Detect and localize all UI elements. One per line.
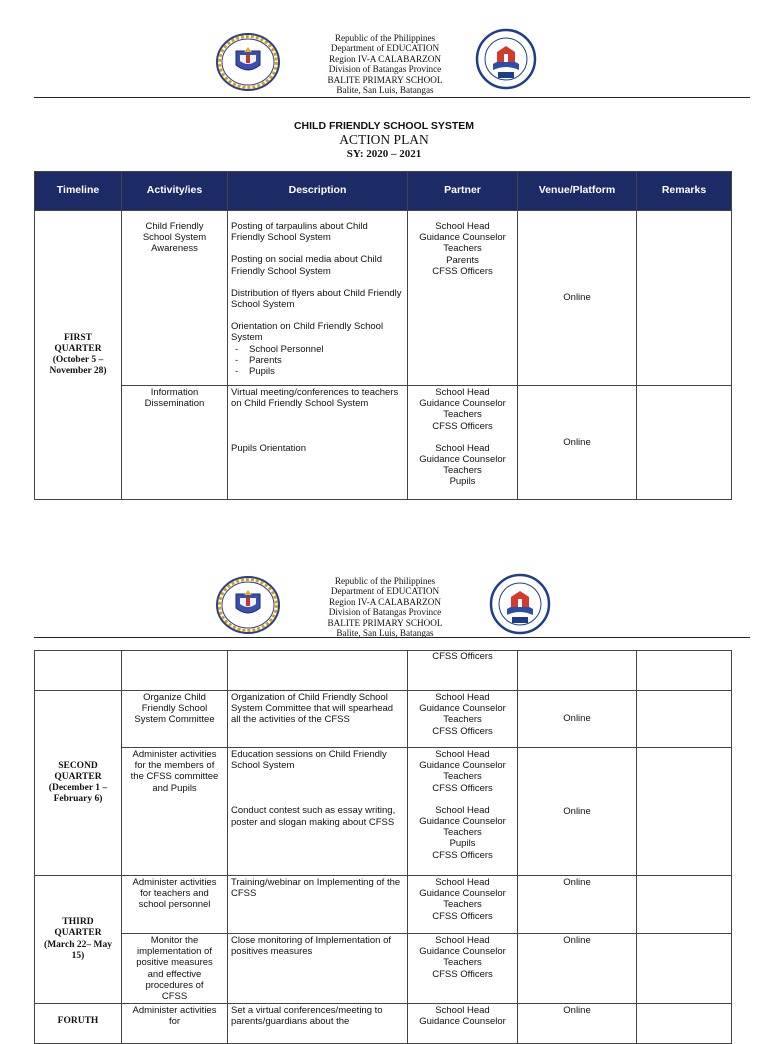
table-row [35,876,732,934]
venue-cell: Online [518,748,637,876]
header-line: Division of Batangas Province [328,607,442,618]
header-line: Department of EDUCATION [330,43,440,54]
agency-header [290,33,480,95]
header-line: Republic of the Philippines [334,576,436,586]
header-divider [34,97,750,98]
school-seal-icon [475,28,537,90]
activity-cell: Administer activities for the members of the CFSS committee and Pupils [122,748,228,876]
activity-cell: Organize Child Friendly School System Committee [122,691,228,748]
header-line: Region IV-A CALABARZON [329,53,441,64]
table-row [35,386,732,500]
header-line: Republic of the Philippines [334,33,436,43]
column-header: Timeline [35,172,122,211]
description-cell: Education sessions on Child Friendly School System Conduct contest such as essay writing, poster and slogan making about CFSS [228,748,408,876]
venue-cell: Online [518,876,637,934]
venue-cell: Online [518,691,637,748]
deped-seal-icon [216,33,280,91]
remarks-cell [637,691,732,748]
header-line: BALITE PRIMARY SCHOOL [327,617,443,628]
remarks-cell [637,748,732,876]
table-row [35,934,732,1004]
table-row [35,651,732,691]
remarks-cell [637,651,732,691]
activity-cell: Child Friendly School System Awareness [122,211,228,386]
school-year: SY: 2020 – 2021 [346,148,422,160]
column-header: Venue/Platform [518,172,637,211]
partner-cell: School Head Guidance Counselor [408,1004,518,1044]
venue-cell: Online [518,1004,637,1044]
deped-seal-icon [216,576,280,634]
description-cell: Set a virtual conferences/meeting to parents/guardians about the [228,1004,408,1044]
description-cell: Organization of Child Friendly School System Committee that will spearhead all the activities of the CFSS [228,691,408,748]
activity-cell: Administer activities for [122,1004,228,1044]
agency-header [290,576,480,638]
document-title: CHILD FRIENDLY SCHOOL SYSTEM [293,120,475,132]
header-line: Balite, San Luis, Batangas [336,628,434,639]
column-header: Partner [408,172,518,211]
column-header: Description [228,172,408,211]
remarks-cell [637,934,732,1004]
partner-cell: School Head Guidance Counselor Teachers CFSS Officers [408,876,518,934]
partner-cell: School Head Guidance Counselor Teachers CFSS Officers School Head Guidance Counselor Teachers Pupils [408,386,518,500]
description-cell: Posting of tarpaulins about Child Friendly School System Posting on social media about Child Friendly School System Distribution of flyers about Child Friendly School System Orientation on Child Friendly School System - School Personnel - Parents - Pupils [228,211,408,386]
venue-cell: Online [518,386,637,500]
header-line: Division of Batangas Province [328,64,442,75]
page-1 [0,0,768,520]
table-row [35,748,732,876]
partner-cell: School Head Guidance Counselor Teachers CFSS Officers [408,934,518,1004]
description-cell: Virtual meeting/conferences to teachers on Child Friendly School System Pupils Orientation [228,386,408,500]
remarks-cell [637,211,732,386]
header-line: Region IV-A CALABARZON [329,596,441,607]
timeline-cell: SECOND QUARTER (December 1 – February 6) [35,691,122,876]
activity-cell: Administer activities for teachers and school personnel [122,876,228,934]
column-header: Remarks [637,172,732,211]
table-row [35,211,732,386]
activity-cell: Information Dissemination [122,386,228,500]
partner-cell: CFSS Officers [408,651,518,691]
venue-cell: Online [518,211,637,386]
remarks-cell [637,876,732,934]
page-2 [0,570,768,1028]
action-plan-table-continued [34,650,732,1044]
partner-cell: School Head Guidance Counselor Teachers CFSS Officers [408,691,518,748]
column-header: Activity/ies [122,172,228,211]
header-line: BALITE PRIMARY SCHOOL [327,74,443,85]
table-row [35,691,732,748]
header-divider [34,637,750,638]
description-cell: Close monitoring of Implementation of positives measures [228,934,408,1004]
timeline-cell: FORUTH [35,1004,122,1044]
partner-cell: School Head Guidance Counselor Teachers CFSS Officers School Head Guidance Counselor Teachers Pupils CFSS Officers [408,748,518,876]
venue-cell [518,651,637,691]
remarks-cell [637,386,732,500]
school-seal-icon [489,573,551,635]
header-line: Balite, San Luis, Batangas [336,85,434,96]
timeline-cell: THIRD QUARTER (March 22– May 15) [35,876,122,1004]
venue-cell: Online [518,934,637,1004]
action-plan-table [34,171,732,500]
document-subtitle: ACTION PLAN [339,132,429,147]
timeline-cell [35,651,122,691]
partner-cell: School Head Guidance Counselor Teachers Parents CFSS Officers [408,211,518,386]
table-header-row [35,172,732,211]
activity-cell: Monitor the implementation of positive measures and effective procedures of CFSS [122,934,228,1004]
description-cell: Training/webinar on Implementing of the CFSS [228,876,408,934]
activity-cell [122,651,228,691]
description-cell [228,651,408,691]
header-line: Department of EDUCATION [330,586,440,597]
timeline-cell: FIRST QUARTER (October 5 – November 28) [35,211,122,500]
